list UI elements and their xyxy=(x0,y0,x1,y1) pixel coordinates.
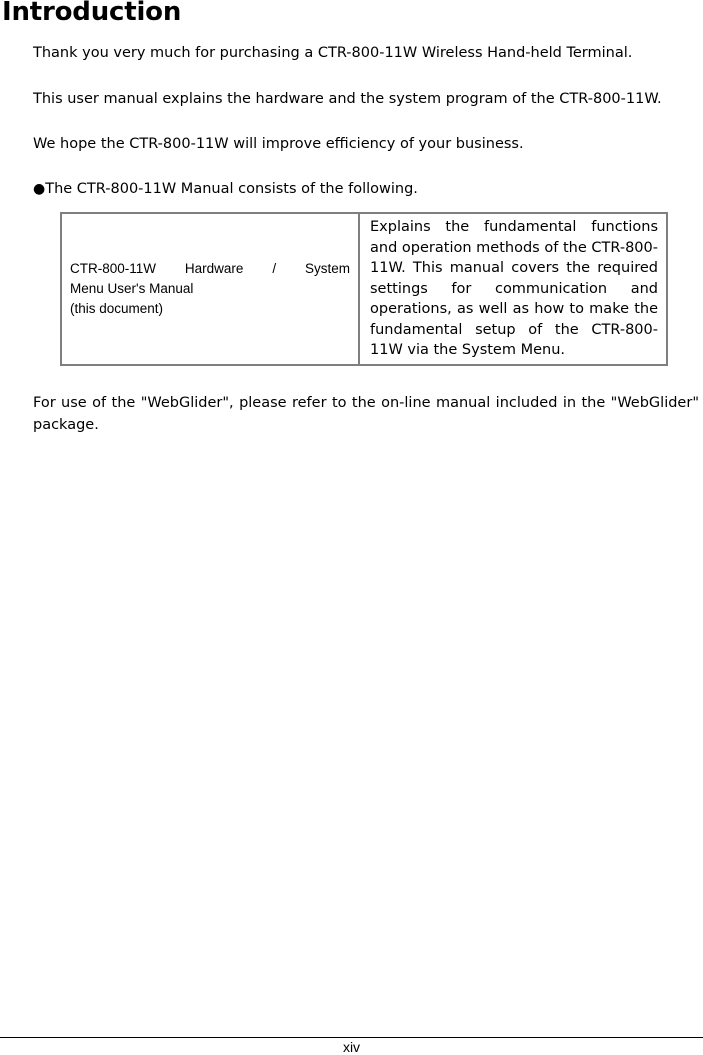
manual-description-cell: Explains the fundamental functions and operation methods of the CTR-800-11W. This manual covers the required settings for communication and operations, as well as how to make the fundamental setup of the CTR-800-11W via the System Menu. xyxy=(359,213,667,365)
intro-paragraph-thanks: Thank you very much for purchasing a CTR-800-11W Wireless Hand-held Terminal. xyxy=(33,45,633,61)
footer-divider xyxy=(0,1037,703,1038)
page-title: Introduction xyxy=(2,0,182,27)
manual-name-line: Menu User's Manual xyxy=(70,280,194,296)
table-row xyxy=(61,213,667,365)
page-number: xiv xyxy=(342,1039,361,1055)
intro-paragraph-hope: We hope the CTR-800-11W will improve efficiency of your business. xyxy=(33,136,524,152)
manual-list-heading-text: The CTR-800-11W Manual consists of the following. xyxy=(45,181,418,197)
manual-name-line: CTR-800-11W Hardware / System xyxy=(70,260,350,276)
manual-name-note: (this document) xyxy=(70,300,164,316)
manual-list-heading xyxy=(33,178,699,200)
intro-paragraph-scope: This user manual explains the hardware and the system program of the CTR-800-11W. xyxy=(33,91,662,107)
manual-name-cell xyxy=(61,213,359,365)
webglider-note: For use of the "WebGlider", please refer to the on-line manual included in the "WebGlider" package. xyxy=(33,395,699,433)
manual-table xyxy=(60,212,668,366)
bullet-icon: ● xyxy=(33,181,46,197)
